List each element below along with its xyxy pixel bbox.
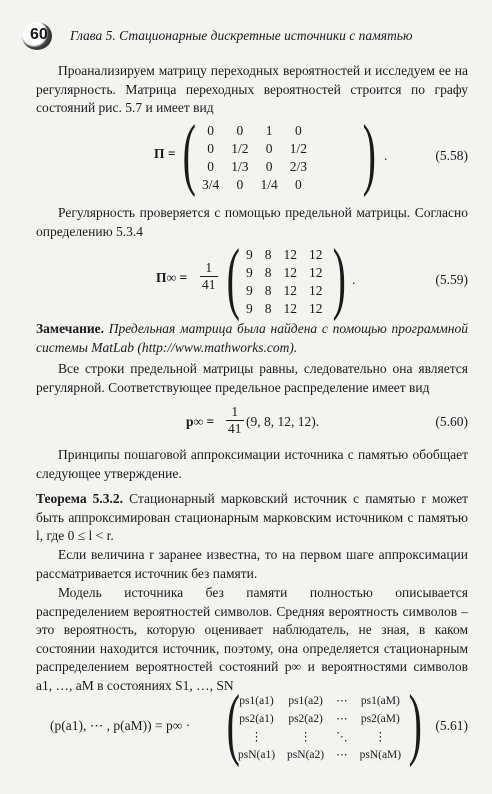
matrix-cell: psN(aM) <box>359 749 402 761</box>
matrix-cell: 0 <box>295 123 302 138</box>
eq-5-59-lhs: Π∞ = <box>156 270 188 285</box>
matrix-cell: 0 <box>236 123 244 138</box>
matrix-cell: psN(a1) <box>238 749 276 761</box>
matrix-cell: 8 <box>264 283 272 298</box>
matrix-symbol-probs <box>232 692 407 764</box>
matrix-cell: 0 <box>295 177 302 192</box>
matrix-cell: 12 <box>309 301 323 316</box>
matrix-cell: 12 <box>283 247 297 262</box>
matrix-cell: 12 <box>283 301 297 316</box>
eq-5-60-lhs: p∞ = <box>186 414 215 429</box>
matrix-row <box>232 692 407 710</box>
matrix-cell: 0 <box>207 123 214 138</box>
matrix-cell: ps2(a2) <box>288 713 323 725</box>
matrix-cell: 0 <box>207 159 214 174</box>
matrix-cell: psN(a2) <box>287 749 325 761</box>
matrix-cell: 1/4 <box>260 177 278 192</box>
theorem-text: Стационарный марковский источник с памятью r может быть аппроксимирован стационарным марковским источником с памятью l, где 0 ≤ l < r. <box>36 491 468 544</box>
eq-5-58-lhs: Π = <box>154 146 176 161</box>
matrix-row <box>232 728 407 746</box>
running-head: Глава 5. Стационарные дискретные источники с памятью <box>70 28 413 43</box>
page-number: 60 <box>30 26 48 43</box>
matrix-cell: 1 <box>265 123 273 138</box>
matrix-cell: ⋯ <box>336 695 348 707</box>
matrix-cell: 9 <box>246 247 253 262</box>
matrix-cell: 0 <box>265 159 273 174</box>
matrix-cell: 1/2 <box>231 141 249 156</box>
matrix-cell: 12 <box>283 283 297 298</box>
theorem <box>36 490 468 546</box>
matrix-row <box>232 710 407 728</box>
paragraph-4: Принципы пошаговой аппроксимации источника с памятью обобщает следующее утверждение. <box>36 447 468 481</box>
matrix-row <box>240 264 329 282</box>
matrix-cell: 9 <box>246 283 253 298</box>
eq-5-60-rhs: (9, 8, 12, 12). <box>246 414 320 429</box>
matrix-row <box>196 140 313 158</box>
eq-5-61-lhs: (p(a1), ⋯ , p(aM)) = p∞ · <box>50 718 191 733</box>
matrix-cell: 0 <box>265 141 273 156</box>
left-paren: ( <box>182 110 196 198</box>
matrix-cell: ⋯ <box>336 713 348 725</box>
eq-number-5-60: (5.60) <box>435 414 468 429</box>
matrix-row <box>240 282 329 300</box>
matrix-row <box>240 300 329 318</box>
matrix-row <box>196 122 313 140</box>
matrix-row <box>232 746 407 764</box>
matrix-row <box>196 176 313 194</box>
matrix-cell: 3/4 <box>202 177 220 192</box>
matrix-cell: ps1(a1) <box>239 695 274 707</box>
matrix-cell: 1/2 <box>289 141 308 156</box>
equation-5-60 <box>36 404 468 444</box>
matrix-cell: 8 <box>264 301 272 316</box>
matrix-cell: ⋱ <box>336 731 348 743</box>
matrix-cell: 8 <box>264 265 272 280</box>
matrix-cell: 12 <box>309 283 323 298</box>
paragraph-1: Проанализируем матрицу переходных вероятностей и исследуем ее на регулярность. Матрица переходных вероятностей строится по графу состояний рис. 5.7 и имеет вид <box>36 63 468 116</box>
matrix-cell: 1/3 <box>231 159 249 174</box>
right-paren: ) <box>362 110 376 198</box>
page-header <box>22 22 472 50</box>
remark-text: Предельная матрица была найдена с помощью программной системы MatLab (http://www.mathworks.com). <box>36 321 468 355</box>
eq-number-5-61: (5.61) <box>435 718 468 733</box>
matrix-cell: ps1(aM) <box>360 695 400 707</box>
matrix-cell: 9 <box>246 265 253 280</box>
fraction-1-41: $\frac{1}{41}$ <box>228 404 242 436</box>
matrix-cell: 0 <box>236 177 244 192</box>
matrix-cell: ps1(a2) <box>288 695 323 707</box>
matrix-cell: ⋯ <box>336 749 348 761</box>
fraction-1-41: $\frac{1}{41}$ <box>202 260 216 292</box>
matrix-cell: ps2(a1) <box>239 713 274 725</box>
matrix-cell: ⋮ <box>374 731 387 743</box>
matrix-cell: ⋮ <box>299 731 312 743</box>
matrix-cell: 0 <box>207 141 214 156</box>
matrix-pi-inf <box>240 246 329 318</box>
equation-5-59: Π∞ = $\frac{1}{41}$ ( 9 8 12 12 9 8 12 12 9 8 12 12 9 8 12 12 ) . (5.59) <box>156 234 468 322</box>
matrix-pi <box>196 122 313 194</box>
matrix-cell: 8 <box>264 247 272 262</box>
remark <box>36 320 468 357</box>
eq-number-5-59: (5.59) <box>435 272 468 287</box>
paragraph-2: Регулярность проверяется с помощью предельной матрицы. Согласно определению 5.3.4 <box>36 205 468 239</box>
theorem-label: Теорема 5.3.2. <box>36 491 124 506</box>
paragraph-3: Все строки предельной матрицы равны, следовательно она является регулярной. Соответствующее предельное распределение имеет вид <box>36 361 468 395</box>
matrix-cell: 12 <box>309 265 323 280</box>
matrix-row <box>240 246 329 264</box>
equation-5-61: (p(a1), ⋯ , p(aM)) = p∞ · ( ps1(a1) ps1(a2) ⋯ ps1(aM) ps2(a1) ps2(a2) ⋯ ps2(aM) ⋮ ⋮ ⋱ ⋮ psN(a1) psN(a2) ⋯ psN(aM) ) (5.61) <box>50 680 468 768</box>
remark-label: Замечание. <box>36 321 105 336</box>
matrix-cell: ⋮ <box>250 731 263 743</box>
paragraph-5: Если величина r заранее известна, то на первом шаге аппроксимации рассматривается источник без памяти. <box>36 547 468 581</box>
matrix-row <box>196 158 313 176</box>
paragraph-6: Модель источника без памяти полностью описывается распределением вероятностей символов. Средняя вероятность символов – это вероятность, которую оценивает наблюдатель, не зная, в каком состоянии находится источник, поэтому, она определяется стационарным распределением вероятностей состояний p∞ и вероятностями символов a1, …, aM в состояниях S1, …, SN <box>36 585 468 693</box>
matrix-cell: 2/3 <box>289 159 308 174</box>
eq-number-5-58: (5.58) <box>435 148 468 163</box>
matrix-cell: 12 <box>283 265 297 280</box>
matrix-cell: 9 <box>246 301 253 316</box>
matrix-cell: 12 <box>309 247 323 262</box>
matrix-cell: ps2(aM) <box>360 713 400 725</box>
equation-5-58: Π = ( 0 0 1 0 0 1/2 0 1/2 0 1/3 0 2/3 3/4 0 1/4 0 ) . (5.58) <box>154 110 468 198</box>
